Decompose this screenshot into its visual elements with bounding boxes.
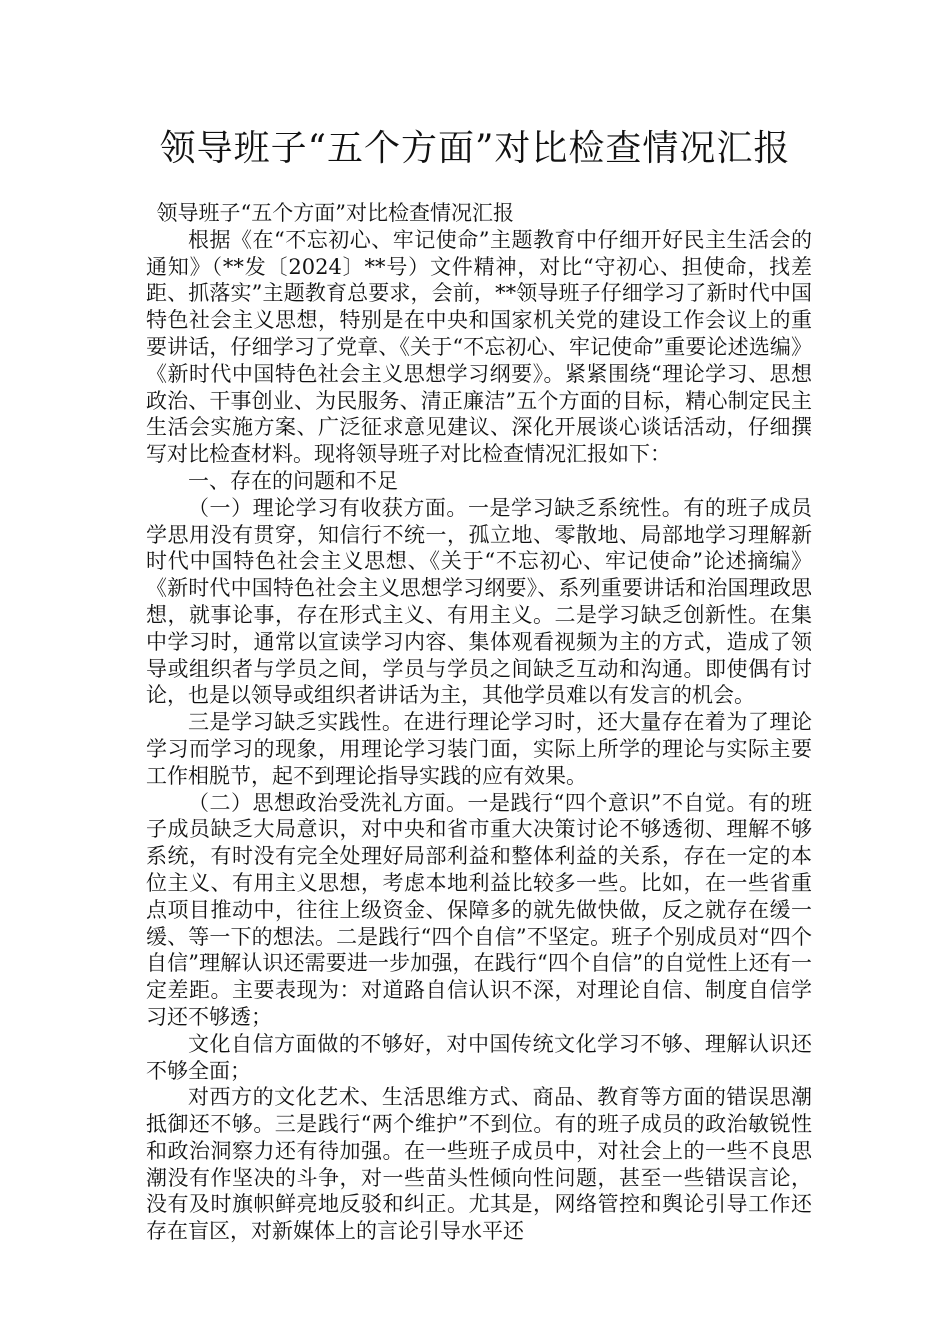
document-body bbox=[146, 200, 812, 1245]
body-paragraph: 对西方的文化艺术、生活思维方式、商品、教育等方面的错误思潮抵御还不够。三是践行“两个维护”不到位。有的班子成员的政治敏锐性和政治洞察力还有待加强。在一些班子成员中，对社会上的一些不良思潮没有作坚决的斗争，对一些苗头性倾向性问题，甚至一些错误言论，没有及时旗帜鲜亮地反驳和纠正。尤其是，网络管控和舆论引导工作还存在盲区，对新媒体上的言论引导水平还 bbox=[146, 1085, 812, 1244]
subtitle-paragraph: 领导班子“五个方面”对比检查情况汇报 bbox=[156, 201, 514, 225]
document-title: 领导班子“五个方面”对比检查情况汇报 bbox=[159, 128, 791, 169]
body-paragraph: （二）思想政治受洗礼方面。一是践行“四个意识”不自觉。有的班子成员缺乏大局意识，对中央和省市重大决策讨论不够透彻、理解不够系统，有时没有完全处理好局部利益和整体利益的关系，存在一定的本位主义、有用主义思想，考虑本地利益比较多一些。比如，在一些省重点项目推动中，往往上级资金、保障多的就先做快做，反之就存在缓一缓、等一下的想法。二是践行“四个自信”不坚定。班子个别成员对“四个自信”理解认识还需要进一步加强，在践行“四个自信”的自觉性上还有一定差距。主要表现为：对道路自信认识不深，对理论自信、制度自信学习还不够透； bbox=[146, 790, 812, 1029]
body-paragraph: 文化自信方面做的不够好，对中国传统文化学习不够、理解认识还不够全面； bbox=[146, 1031, 812, 1083]
body-paragraph: 三是学习缺乏实践性。在进行理论学习时，还大量存在着为了理论学习而学习的现象，用理论学习装门面，实际上所学的理论与实际主要工作相脱节，起不到理论指导实践的应有效果。 bbox=[146, 710, 812, 788]
intro-paragraph: 根据《在“不忘初心、牢记使命”主题教育中仔细开好民主生活会的通知》（**发〔2024〕**号）文件精神，对比“守初心、担使命，找差距、抓落实”主题教育总要求，会前，**领导班子仔细学习了新时代中国特色社会主义思想，特别是在中央和国家机关党的建设工作会议上的重要讲话，仔细学习了党章、《关于“不忘初心、牢记使命”重要论述选编》《新时代中国特色社会主义思想学习纲要》。紧紧围绕“理论学习、思想政治、干事创业、为民服务、清正廉洁”五个方面的目标，精心制定民主生活会实施方案、广泛征求意见建议、深化开展谈心谈话活动，仔细撰写对比检查材料。现将领导班子对比检查情况汇报如下： bbox=[146, 227, 812, 467]
section-heading: 一、存在的问题和不足 bbox=[188, 468, 398, 493]
body-paragraph: （一）理论学习有收获方面。一是学习缺乏系统性。有的班子成员学思用没有贯穿，知信行不统一，孤立地、零散地、局部地学习理解新时代中国特色社会主义思想、《关于“不忘初心、牢记使命”论述摘编》《新时代中国特色社会主义思想学习纲要》、系列重要讲话和治国理政思想，就事论事，存在形式主义、有用主义。二是学习缺乏创新性。在集中学习时，通常以宣读学习内容、集体观看视频为主的方式，造成了领导或组织者与学员之间，学员与学员之间缺乏互动和沟通。即使偶有讨论，也是以领导或组织者讲话为主，其他学员难以有发言的机会。 bbox=[146, 495, 812, 708]
